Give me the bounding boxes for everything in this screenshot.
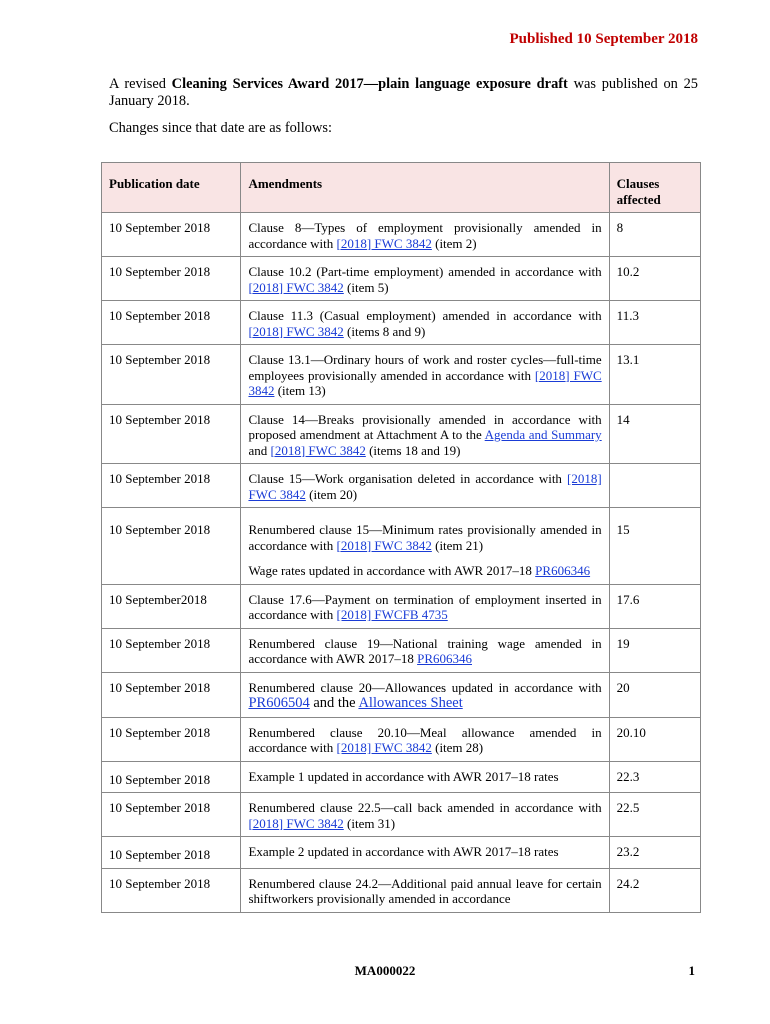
amendment-cell	[241, 508, 609, 585]
amendment-cell	[241, 345, 609, 405]
amendment-text: Clause 10.2 (Part-time employment) amended in accordance with	[248, 264, 602, 279]
publication-date-cell: 10 September 2018	[102, 464, 241, 508]
publication-date-cell: 10 September 2018	[102, 717, 241, 761]
amendment-text: Renumbered clause 22.5—call back amended in accordance with	[248, 800, 602, 815]
table-row	[102, 464, 701, 508]
table-row	[102, 213, 701, 257]
amendment-paragraph	[248, 563, 601, 579]
page-number: 1	[688, 963, 695, 978]
clause-cell: 8	[609, 213, 700, 257]
amendment-text: Renumbered clause 19—National training wage amended in accordance with AWR 2017–18	[248, 635, 602, 666]
amendment-cell	[241, 213, 609, 257]
amendment-text: (item 21)	[431, 537, 484, 553]
agenda-summary-link[interactable]: Agenda and Summary	[484, 427, 602, 442]
decision-link[interactable]: [2018] FWCFB 4735	[336, 607, 448, 622]
amendment-cell	[241, 584, 609, 628]
intro-prefix: A revised	[109, 76, 172, 92]
table-row	[102, 345, 701, 405]
allowances-sheet-link[interactable]: Allowances Sheet	[358, 695, 463, 711]
decision-link[interactable]: [2018] FWC 3842	[336, 235, 432, 251]
table-row	[102, 793, 701, 837]
header-publication-date: Publication date	[102, 163, 241, 213]
amendment-text: Wage rates updated in accordance with AWR 2017–18	[248, 563, 536, 578]
table-row	[102, 761, 701, 793]
amendment-paragraph	[248, 522, 601, 553]
clause-cell: 17.6	[609, 584, 700, 628]
decision-link[interactable]: [2018] FWC 3842	[336, 537, 432, 553]
amendment-text: Renumbered clause 20.10—Meal allowance amended in accordance with	[248, 724, 602, 755]
clause-cell: 14	[609, 404, 700, 464]
amendment-text: Clause 14—Breaks provisionally amended in accordance with proposed amendment at Attachment A to the	[248, 411, 602, 442]
pr-link[interactable]: PR606346	[417, 651, 472, 666]
publication-date-cell: 10 September 2018	[102, 761, 241, 793]
amendment-cell	[241, 672, 609, 717]
amendment-text: (item 28)	[431, 740, 484, 755]
amendment-cell	[241, 257, 609, 301]
clause-cell: 11.3	[609, 301, 700, 345]
table-row	[102, 628, 701, 672]
table-row	[102, 868, 701, 912]
decision-link[interactable]: [2018] FWC 3842	[248, 471, 602, 502]
table-row	[102, 508, 701, 585]
clause-cell	[609, 464, 700, 508]
publication-date-cell: 10 September 2018	[102, 868, 241, 912]
decision-link[interactable]: [2018] FWC 3842	[270, 442, 366, 458]
table-row	[102, 301, 701, 345]
intro-suffix: was published on 25 January 2018.	[109, 76, 698, 109]
publication-date-cell: 10 September 2018	[102, 345, 241, 405]
amendment-text: (item 20)	[305, 486, 358, 502]
clause-cell: 15	[609, 508, 700, 585]
amendment-text: (items 18 and 19)	[365, 442, 461, 458]
table-row	[102, 257, 701, 301]
amendment-text: (items 8 and 9)	[343, 323, 426, 339]
pr-link[interactable]: PR606504	[248, 695, 310, 711]
publication-date-cell: 10 September 2018	[102, 508, 241, 585]
amendments-table	[101, 162, 701, 913]
amendment-cell: Example 2 updated in accordance with AWR 2017–18 rates	[241, 837, 609, 869]
decision-link[interactable]: [2018] FWC 3842	[336, 740, 432, 755]
table-row	[102, 717, 701, 761]
clause-cell: 10.2	[609, 257, 700, 301]
publication-date-cell: 10 September 2018	[102, 672, 241, 717]
clause-cell: 13.1	[609, 345, 700, 405]
intro-paragraph	[109, 76, 698, 110]
decision-link[interactable]: [2018] FWC 3842	[248, 815, 344, 831]
clause-cell: 20	[609, 672, 700, 717]
publication-date-cell: 10 September 2018	[102, 837, 241, 869]
amendment-cell	[241, 717, 609, 761]
amendment-text: Clause 15—Work organisation deleted in accordance with	[248, 471, 567, 486]
amendment-cell	[241, 301, 609, 345]
amendment-cell	[241, 628, 609, 672]
publication-date-cell: 10 September2018	[102, 584, 241, 628]
publication-date-cell: 10 September 2018	[102, 257, 241, 301]
publication-date-cell: 10 September 2018	[102, 301, 241, 345]
publication-date-cell: 10 September 2018	[102, 404, 241, 464]
table-row	[102, 584, 701, 628]
publication-date-cell: 10 September 2018	[102, 213, 241, 257]
pr-link[interactable]: PR606346	[535, 563, 591, 578]
decision-link[interactable]: [2018] FWC 3842	[248, 323, 344, 339]
table-row	[102, 837, 701, 869]
table-row	[102, 672, 701, 717]
amendment-cell	[241, 464, 609, 508]
amendment-text: Clause 8—Types of employment provisionally amended in accordance with	[248, 220, 602, 251]
amendment-cell: Example 1 updated in accordance with AWR 2017–18 rates	[241, 761, 609, 793]
amendment-text: (item 31)	[343, 815, 396, 831]
amendment-text: and	[248, 442, 271, 458]
header-amendments: Amendments	[241, 163, 609, 213]
decision-link[interactable]: [2018] FWC 3842	[248, 279, 344, 295]
amendment-text: and the	[309, 695, 359, 711]
document-id: MA000022	[354, 963, 416, 978]
changes-intro: Changes since that date are as follows:	[109, 120, 332, 136]
amendment-cell: Renumbered clause 24.2—Additional paid annual leave for certain shiftworkers provisionally amended in accordance	[241, 868, 609, 912]
table-header-row	[102, 163, 701, 213]
decision-link[interactable]: [2018] FWC 3842	[248, 367, 602, 398]
amendment-text: Renumbered clause 20—Allowances updated in accordance with	[248, 679, 602, 695]
amendment-text: Clause 13.1—Ordinary hours of work and roster cycles—full-time employees provisionally amended in accordance with	[248, 352, 602, 383]
publication-date-cell: 10 September 2018	[102, 793, 241, 837]
amendment-text: (item 2)	[431, 235, 477, 251]
amendment-text: Clause 11.3 (Casual employment) amended in accordance with	[248, 308, 602, 323]
amendment-cell	[241, 404, 609, 464]
clause-cell: 24.2	[609, 868, 700, 912]
header-clauses-affected: Clauses affected	[609, 163, 700, 213]
table-row	[102, 404, 701, 464]
clause-cell: 20.10	[609, 717, 700, 761]
amendment-text: (item 5)	[343, 279, 389, 295]
publication-date-cell: 10 September 2018	[102, 628, 241, 672]
published-date-header: Published 10 September 2018	[509, 31, 698, 47]
amendment-text: (item 13)	[274, 383, 326, 398]
clause-cell: 19	[609, 628, 700, 672]
award-name: Cleaning Services Award 2017—plain language exposure draft	[171, 76, 568, 92]
amendment-cell	[241, 793, 609, 837]
clause-cell: 23.2	[609, 837, 700, 869]
amendment-text: Clause 17.6—Payment on termination of employment inserted in accordance with	[248, 591, 602, 622]
clause-cell: 22.5	[609, 793, 700, 837]
amendment-text: Renumbered clause 15—Minimum rates provisionally amended in accordance with	[248, 522, 602, 553]
clause-cell: 22.3	[609, 761, 700, 793]
